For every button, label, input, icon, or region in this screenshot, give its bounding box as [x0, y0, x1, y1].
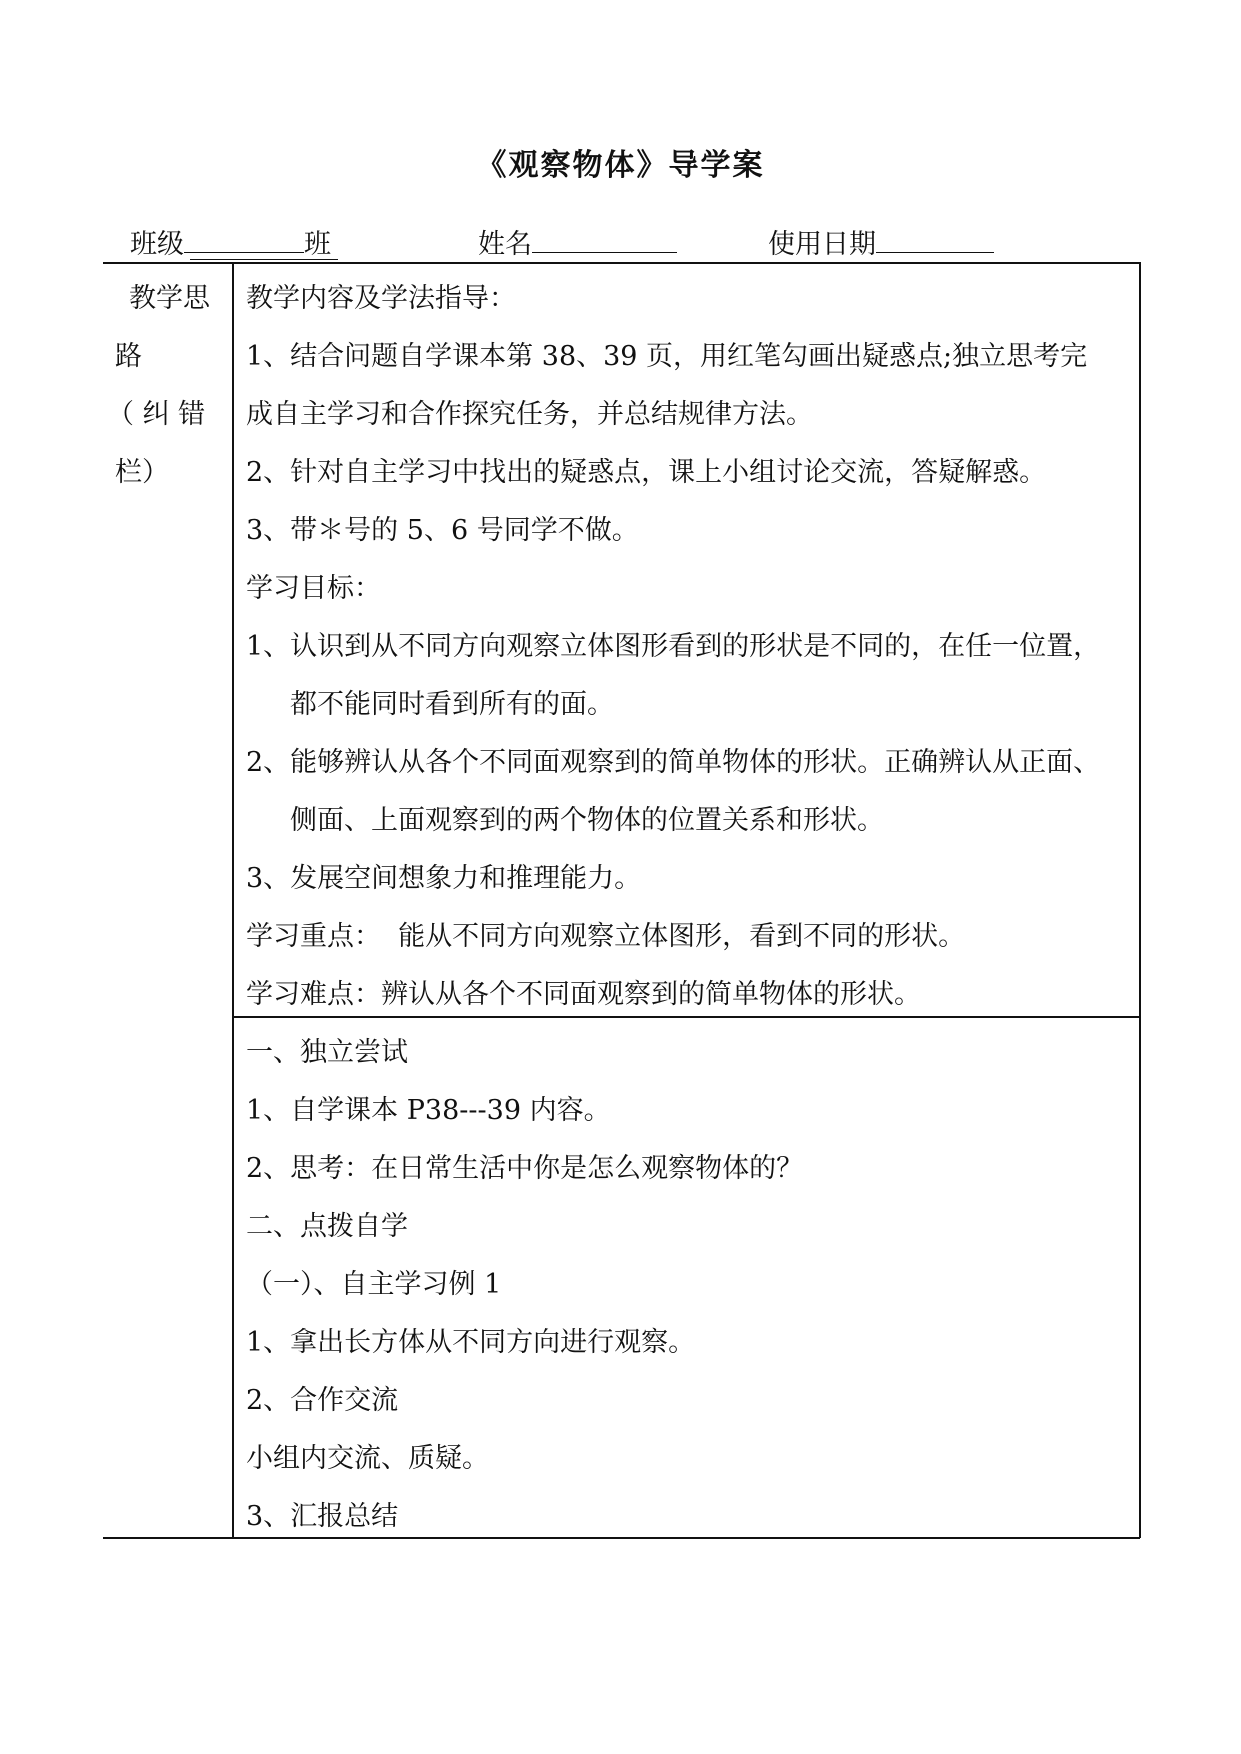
activity-line: 1、自学课本 P38---39 内容。	[246, 1095, 611, 1126]
guidance-section	[246, 270, 1136, 1024]
left-column-line: 栏）	[115, 457, 169, 488]
difficulty-line: 学习难点：辨认从各个不同面观察到的简单物体的形状。	[246, 979, 921, 1010]
activity-line: （一）、自主学习例 1	[246, 1269, 502, 1300]
activity-line: 1、拿出长方体从不同方向进行观察。	[246, 1327, 696, 1358]
left-column-line: （ 纠 错	[107, 399, 206, 430]
name-field	[478, 222, 677, 261]
objective-line: 2、能够辨认从各个不同面观察到的简单物体的形状。正确辨认从正面、	[246, 747, 1101, 778]
class-suffix: 班	[304, 229, 331, 260]
left-column	[103, 270, 233, 502]
class-underline	[190, 233, 338, 260]
activity-line: 2、思考：在日常生活中你是怎么观察物体的？	[246, 1153, 804, 1184]
objective-line: 1、认识到从不同方向观察立体图形看到的形状是不同的，在任一位置，	[246, 631, 1101, 662]
table-right-border	[1139, 262, 1141, 1538]
objective-line: 侧面、上面观察到的两个物体的位置关系和形状。	[290, 805, 884, 836]
page-title: 《观察物体》导学案	[476, 148, 765, 183]
activity-line: 一、独立尝试	[246, 1037, 408, 1068]
activity-section	[246, 1024, 1136, 1546]
class-label: 班级	[130, 229, 184, 260]
name-label: 姓名	[478, 229, 532, 260]
activity-line: 小组内交流、质疑。	[246, 1443, 489, 1474]
activity-line: 3、汇报总结	[246, 1501, 399, 1532]
activity-line: 二、点拨自学	[246, 1211, 408, 1242]
left-column-line: 路	[115, 341, 142, 372]
objective-line: 都不能同时看到所有的面。	[290, 689, 614, 720]
objectives-heading: 学习目标：	[246, 573, 381, 604]
name-blank	[532, 226, 677, 253]
activity-line: 2、合作交流	[246, 1385, 399, 1416]
date-label: 使用日期	[768, 229, 876, 260]
table-top-border	[103, 262, 1140, 264]
key-point-line: 学习重点： 能从不同方向观察立体图形，看到不同的形状。	[246, 921, 966, 952]
date-field	[768, 222, 994, 261]
guidance-line: 成自主学习和合作探究任务，并总结规律方法。	[246, 399, 813, 430]
guidance-line: 2、针对自主学习中找出的疑惑点，课上小组讨论交流，答疑解惑。	[246, 457, 1047, 488]
left-column-line: 教学思	[129, 283, 210, 314]
guidance-heading: 教学内容及学法指导：	[246, 283, 516, 314]
date-blank	[876, 226, 994, 253]
guidance-line: 1、结合问题自学课本第 38、39 页，用红笔勾画出疑惑点;独立思考完	[246, 341, 1088, 372]
objective-line: 3、发展空间想象力和推理能力。	[246, 863, 642, 894]
guidance-line: 3、带＊号的 5、6 号同学不做。	[246, 515, 639, 546]
